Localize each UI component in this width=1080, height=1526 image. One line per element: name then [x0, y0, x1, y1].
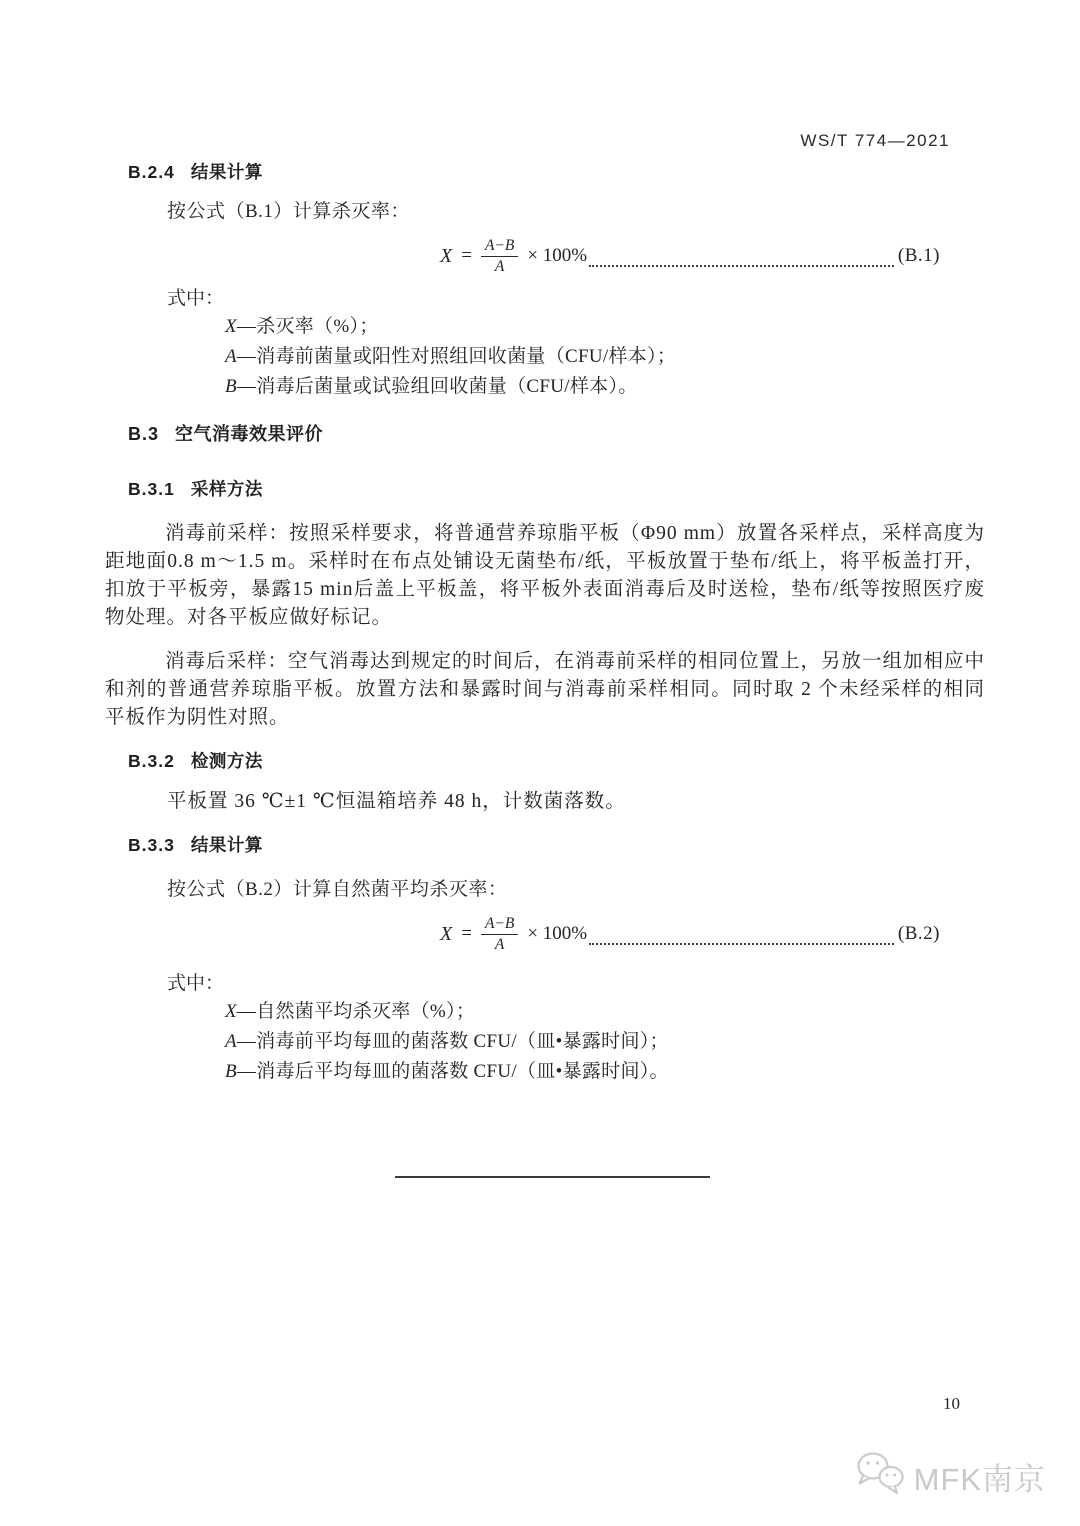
- formula-variable: X: [440, 244, 453, 267]
- formula-intro-b1: 按公式（B.1）计算杀灭率：: [167, 201, 410, 222]
- section-heading-b3: [128, 422, 985, 447]
- fraction: [481, 915, 518, 954]
- section-title: 检测方法: [190, 751, 263, 771]
- formula-reference: (B.2): [897, 923, 940, 944]
- section-number: B.3.1: [128, 479, 175, 499]
- definition-text: —消毒后菌量或试验组回收菌量（CFU/样本）。: [236, 376, 638, 397]
- paragraph-sampling-after: 消毒后采样：空气消毒达到规定的时间后，在消毒前采样的相同位置上，另放一组加相应中和剂的普通营养琼脂平板。放置方法和暴露时间与消毒前采样相同。同时取 2 个未经采样的相同平板作为阴性对照。: [105, 651, 986, 728]
- definition-symbol: B: [225, 376, 237, 397]
- definition-symbol: A: [225, 346, 237, 367]
- section-number: B.2.4: [128, 162, 175, 182]
- page-number: 10: [943, 1394, 960, 1413]
- section-heading-b31: [128, 477, 985, 501]
- definition-symbol: A: [225, 1031, 237, 1052]
- definition-text: —自然菌平均杀灭率（%）；: [236, 1001, 476, 1022]
- definition-row: [225, 1027, 985, 1057]
- fraction-denominator: A: [494, 257, 505, 275]
- definition-text: —杀灭率（%）；: [236, 316, 379, 337]
- definition-row: [225, 372, 985, 402]
- section-number: B.3.2: [128, 751, 175, 771]
- definition-text: —消毒后平均每皿的菌落数 CFU/（皿•暴露时间）。: [236, 1061, 669, 1082]
- definition-row: [225, 342, 985, 372]
- section-number: B.3: [128, 424, 160, 444]
- equals-sign: =: [461, 245, 472, 266]
- section-heading-b24: [128, 160, 985, 184]
- dotted-leader: [589, 943, 894, 945]
- definition-symbol: B: [225, 1061, 237, 1082]
- dotted-leader: [589, 265, 894, 267]
- definition-text: —消毒前菌量或阳性对照组回收菌量（CFU/样本）；: [236, 346, 677, 367]
- formula-b2: [440, 907, 940, 961]
- section-title: 结果计算: [190, 835, 263, 855]
- standard-number-header: WS/T 774—2021: [800, 131, 950, 150]
- fraction-denominator: A: [494, 935, 505, 953]
- symbol-definitions-b2: [105, 997, 985, 1087]
- definition-row: [225, 997, 985, 1027]
- fraction: [481, 237, 518, 276]
- definition-row: [225, 312, 985, 342]
- where-label: 式中：: [167, 288, 225, 309]
- equals-sign: =: [461, 923, 472, 944]
- definition-row: [225, 1057, 985, 1087]
- fraction-numerator: A−B: [481, 237, 518, 257]
- symbol-definitions-b1: [105, 312, 985, 402]
- formula-multiplier: × 100%: [527, 245, 588, 266]
- section-heading-b33: [128, 833, 985, 857]
- section-heading-b32: [128, 749, 985, 773]
- watermark-text: MFK南京: [913, 1461, 1046, 1497]
- definition-text: —消毒前平均每皿的菌落数 CFU/（皿•暴露时间）；: [236, 1031, 669, 1052]
- wechat-icon: [854, 1450, 906, 1502]
- formula-b1: [440, 229, 940, 283]
- section-title: 空气消毒效果评价: [175, 424, 324, 444]
- section-number: B.3.3: [128, 835, 175, 855]
- formula-variable: X: [440, 922, 453, 945]
- fraction-numerator: A−B: [481, 915, 518, 935]
- section-title: 采样方法: [190, 479, 263, 499]
- paragraph-detection-method: 平板置 36 ℃±1 ℃恒温箱培养 48 h，计数菌落数。: [167, 791, 626, 812]
- definition-symbol: X: [225, 1001, 237, 1022]
- where-label: 式中：: [167, 973, 225, 994]
- formula-multiplier: × 100%: [527, 923, 588, 944]
- definition-symbol: X: [225, 316, 237, 337]
- formula-reference: (B.1): [897, 245, 940, 266]
- section-title: 结果计算: [190, 162, 263, 182]
- formula-intro-b2: 按公式（B.2）计算自然菌平均杀灭率：: [167, 879, 508, 900]
- paragraph-sampling-before: 消毒前采样：按照采样要求，将普通营养琼脂平板（Φ90 mm）放置各采样点，采样高度为距地面0.8 m～1.5 m。采样时在布点处铺设无菌垫布/纸，平板放置于垫布/纸上，将平板盖打开，扣放于平板旁，暴露15 min后盖上平板盖，将平板外表面消毒后及时送检，垫布/纸等按照医疗废物处理。对各平板应做好标记。: [105, 523, 985, 628]
- end-of-text-divider: [395, 1176, 710, 1178]
- watermark: [854, 1450, 1046, 1502]
